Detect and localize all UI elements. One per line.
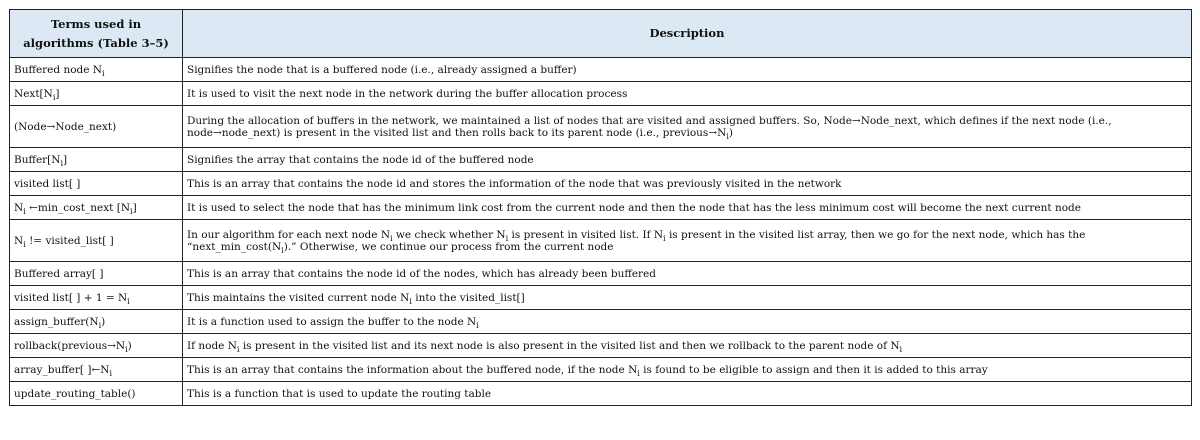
table-row (10, 58, 1192, 82)
table-row (10, 82, 1192, 106)
description-cell: This is an array that contains the node id and stores the information of the node that was previously visited in the network (183, 172, 1192, 196)
table-body (10, 58, 1192, 406)
description-cell: It is used to select the node that has the minimum link cost from the current node and then the node that has the less minimum cost will become the next current node (183, 196, 1192, 220)
description-cell: This is an array that contains the node id of the nodes, which has already been buffered (183, 262, 1192, 286)
table-row (10, 358, 1192, 382)
description-cell: It is a function used to assign the buffer to the node $N_i$ (183, 310, 1192, 334)
term-cell: Buffered node $N_i$ (10, 58, 183, 82)
header-terms: Terms used in algorithms (Table 3–5) (10, 10, 183, 58)
table-row (10, 172, 1192, 196)
algorithm-terms-table (9, 9, 1192, 406)
description-cell: In our algorithm for each next node $N_i$ we check whether $N_i$ is present in visited list. If $N_i$ is present in the visited list array, then we go for the next node, which has the “$next\_\min\_\cos t(N_i)$.” Otherwise, we continue our process from the current node (183, 220, 1192, 262)
table-row (10, 148, 1192, 172)
term-cell: $Buffer[N_i]$ (10, 148, 183, 172)
term-cell: $N_i$ ←min_cost_next $[N_i]$ (10, 196, 183, 220)
table-row (10, 334, 1192, 358)
term-cell: (Node→Node_next) (10, 106, 183, 148)
table-row (10, 382, 1192, 406)
table-header-row (10, 10, 1192, 58)
description-cell: Signifies the array that contains the node id of the buffered node (183, 148, 1192, 172)
term-cell: $assign\_buffer(N_i)$ (10, 310, 183, 334)
term-cell: visited list[ ] (10, 172, 183, 196)
term-cell: update_routing_table() (10, 382, 183, 406)
term-cell: Buffered array[ ] (10, 262, 183, 286)
term-cell: $N_i$ != visited_list[ ] (10, 220, 183, 262)
description-cell: If node $N_i$ is present in the visited list and its next node is also present in the visited list and then we rollback to the parent node of $N_i$ (183, 334, 1192, 358)
term-cell: visited list[ ] + $1 = N_i$ (10, 286, 183, 310)
term-cell: $Next[N_i]$ (10, 82, 183, 106)
description-cell: This is an array that contains the information about the buffered node, if the node $N_i$ is found to be eligible to assign and then it is added to this array (183, 358, 1192, 382)
table-row (10, 286, 1192, 310)
table-row (10, 262, 1192, 286)
description-cell: This maintains the visited current node $N_i$ into the visited_list[] (183, 286, 1192, 310)
description-cell: Signifies the node that is a buffered node (i.e., already assigned a buffer) (183, 58, 1192, 82)
algorithm-terms-table-container (9, 9, 1191, 406)
table-row (10, 220, 1192, 262)
term-cell: array_buffer[ ]$\leftarrow N_i$ (10, 358, 183, 382)
table-row (10, 196, 1192, 220)
description-cell: It is used to visit the next node in the network during the buffer allocation process (183, 82, 1192, 106)
description-cell: During the allocation of buffers in the network, we maintained a list of nodes that are visited and assigned buffers. So, Node→Node_next, which defines if the next node (i.e., node→node_next) is present in the visited list and then rolls back to its parent node (i.e., $previous\to N_i$) (183, 106, 1192, 148)
table-row (10, 106, 1192, 148)
term-cell: $rollback(previous\to N_i)$ (10, 334, 183, 358)
description-cell: This is a function that is used to update the routing table (183, 382, 1192, 406)
table-row (10, 310, 1192, 334)
header-description: Description (183, 10, 1192, 58)
